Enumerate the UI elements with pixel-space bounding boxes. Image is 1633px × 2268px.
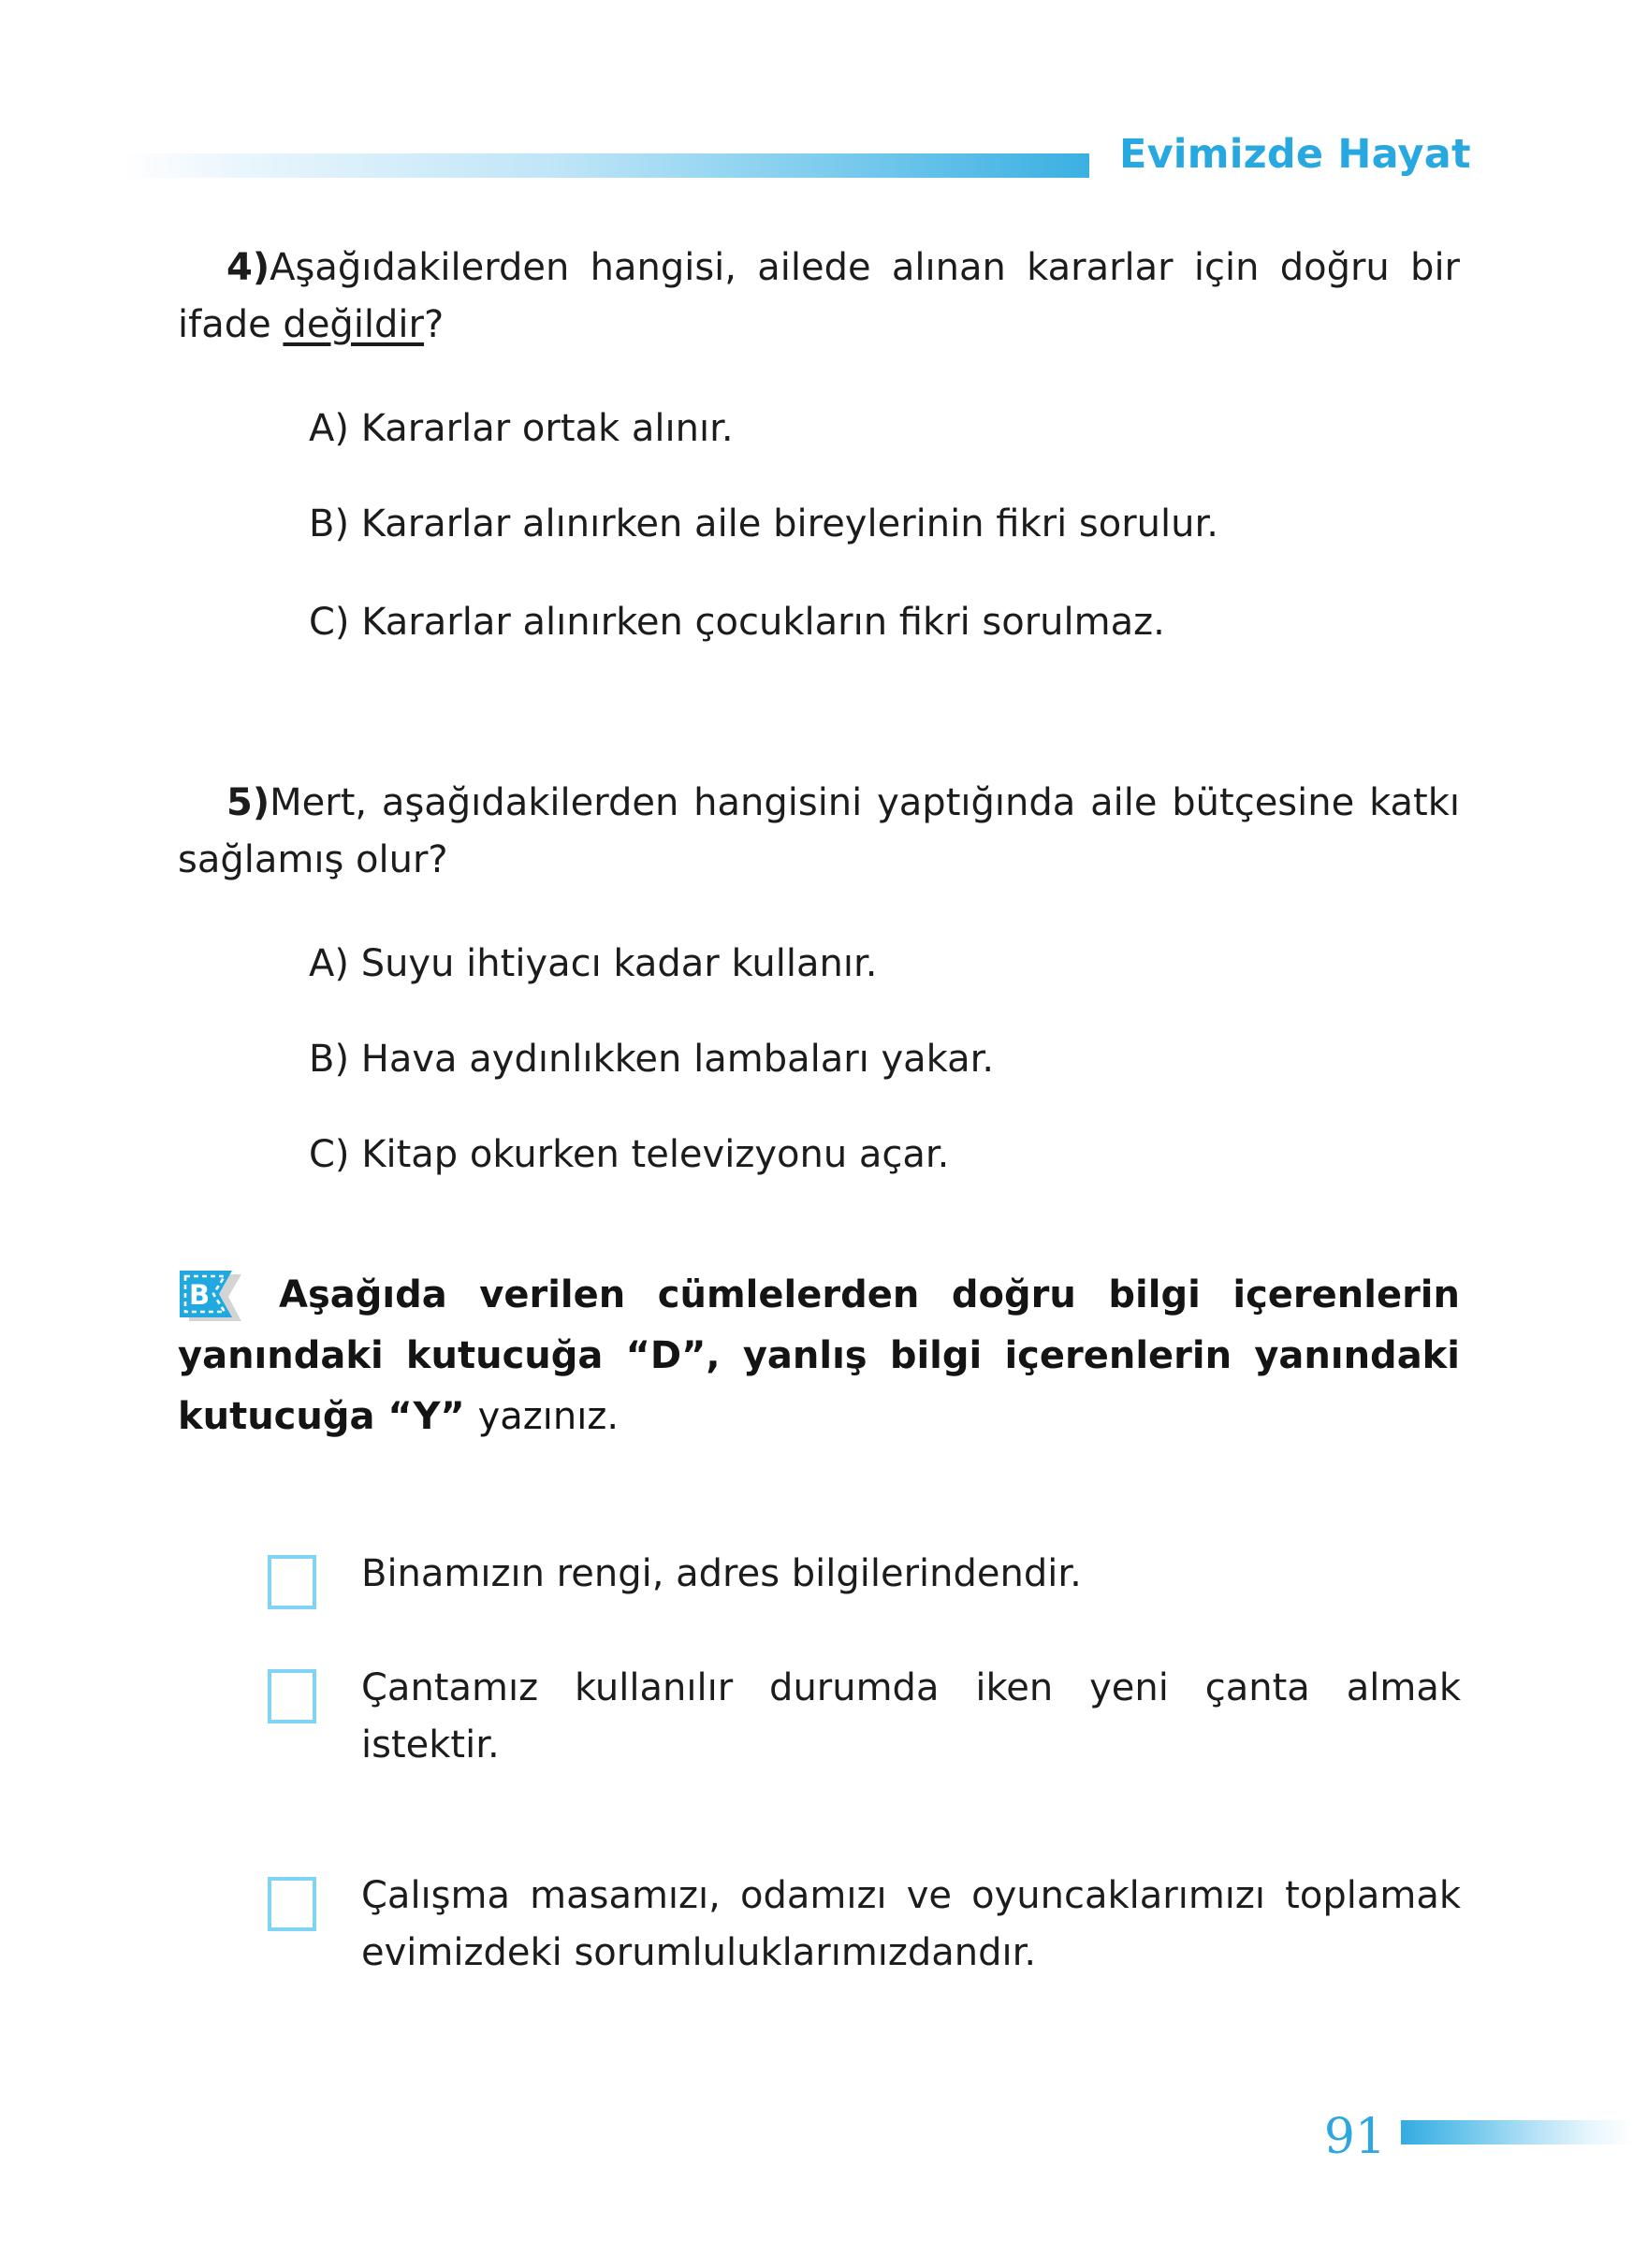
page-title: Evimizde Hayat [1119, 131, 1471, 178]
question-5-option-b-letter: B) [309, 1038, 350, 1081]
page-header [0, 131, 1633, 198]
section-b-ribbon-badge-icon [178, 1269, 245, 1327]
question-5 [178, 775, 1460, 889]
question-4-option-c-text: Kararlar alınırken çocukların fikri sorulmaz. [361, 601, 1165, 644]
section-b-instruction-bold: Aşağıda verilen cümlelerden doğru bilgi içerenlerin yanındaki kutucuğa “D”, yanlış bilgi içerenlerin yanındaki kutucuğa “Y” [178, 1273, 1460, 1438]
question-4-prompt-underlined: değildir [283, 302, 424, 346]
question-4-option-c[interactable] [309, 596, 1165, 648]
section-b [178, 1265, 1460, 1447]
question-4-number: 4) [226, 246, 270, 289]
question-5-prompt-before: Mert, aşağıdakilerden hangisini yaptığında aile bütçesine katkı sağlamış olur? [178, 781, 1460, 881]
statement-text-1: Binamızın rengi, adres bilgilerindendir. [361, 1552, 1082, 1595]
question-4-option-b-text: Kararlar alınırken aile bireylerinin fikri sorulur. [360, 502, 1218, 545]
question-4-option-b-letter: B) [309, 502, 350, 545]
question-5-option-a-letter: A) [309, 942, 349, 985]
question-4-option-a[interactable] [309, 402, 734, 455]
question-5-option-a[interactable] [309, 938, 877, 990]
statement-checkbox-3[interactable] [268, 1877, 316, 1931]
statement-checkbox-1[interactable] [268, 1555, 316, 1609]
question-4-prompt-before: Aşağıdakilerden hangisi, ailede alınan kararlar için doğru bir ifade [178, 246, 1460, 346]
question-4-prompt [178, 240, 1460, 354]
question-4-option-a-letter: A) [309, 407, 349, 450]
question-4-prompt-after: ? [424, 302, 445, 346]
statement-item-1 [268, 1546, 1461, 1603]
statement-text-3: Çalışma masamızı, odamızı ve oyuncaklarımızı toplamak evimizdeki sorumluluklarımızdandır. [361, 1874, 1461, 1974]
statement-item-2 [268, 1660, 1461, 1774]
question-5-option-a-text: Suyu ihtiyacı kadar kullanır. [360, 942, 878, 985]
question-4 [178, 240, 1460, 354]
statement-text-2: Çantamız kullanılır durumda iken yeni çanta almak istektir. [361, 1666, 1461, 1766]
question-5-number: 5) [226, 781, 270, 824]
question-5-option-c[interactable] [309, 1128, 949, 1181]
page-number: 91 [1323, 2109, 1386, 2165]
section-b-instruction-normal: yazınız. [477, 1394, 620, 1438]
question-5-prompt [178, 775, 1460, 889]
header-gradient-bar [122, 153, 1089, 178]
page-footer [0, 2109, 1633, 2178]
question-4-option-c-letter: C) [309, 601, 350, 644]
question-5-option-b[interactable] [309, 1033, 994, 1085]
question-4-option-b[interactable] [309, 498, 1218, 550]
question-5-option-c-text: Kitap okurken televizyonu açar. [361, 1133, 950, 1176]
statement-item-3 [268, 1868, 1461, 1982]
question-4-option-a-text: Kararlar ortak alınır. [360, 407, 734, 450]
question-5-option-b-text: Hava aydınlıkken lambaları yakar. [360, 1038, 995, 1081]
section-b-instruction [178, 1265, 1460, 1447]
section-b-badge-letter: B [188, 1279, 211, 1311]
question-5-option-c-letter: C) [309, 1133, 350, 1176]
statement-checkbox-2[interactable] [268, 1669, 316, 1723]
footer-gradient-bar [1401, 2120, 1633, 2144]
